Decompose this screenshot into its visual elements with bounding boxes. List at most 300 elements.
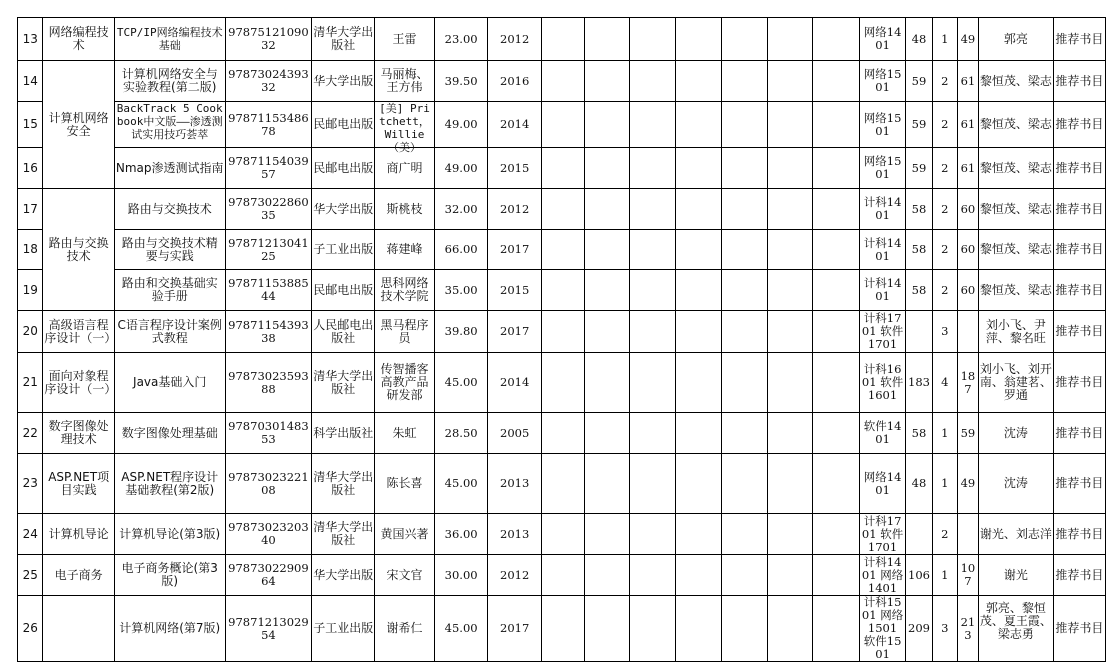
isbn: 9787030148353 (225, 413, 312, 454)
isbn: 9787302320340 (225, 514, 312, 555)
book-title-text: BackTrack 5 Cookbook中文版——渗透测试实用技巧荟萃 (116, 102, 223, 141)
empty-cell (676, 413, 721, 454)
book-title: 电子商务概论(第3版) (114, 555, 225, 596)
publisher: 清华大学出版社 (312, 454, 375, 514)
price: 28.50 (434, 413, 488, 454)
row-number: 18 (18, 230, 43, 270)
row-number: 16 (18, 148, 43, 189)
subscriber: 黎恒茂、梁志 (978, 61, 1053, 102)
total-count: 61 (958, 102, 979, 148)
empty-cell (676, 270, 721, 311)
isbn: 9787302359388 (225, 353, 312, 413)
row-number: 20 (18, 311, 43, 353)
book-title: 计算机网络安全与实验教程(第二版) (114, 61, 225, 102)
student-count: 58 (906, 270, 932, 311)
subscriber: 刘小飞、尹萍、黎名旺 (978, 311, 1053, 353)
teacher-count: 3 (932, 311, 957, 353)
empty-cell (676, 61, 721, 102)
publisher: 民邮电出版 (312, 148, 375, 189)
price: 32.00 (434, 189, 488, 230)
isbn: 9787302286035 (225, 189, 312, 230)
publish-year: 2017 (488, 230, 541, 270)
empty-cell (676, 311, 721, 353)
empty-cell (812, 61, 859, 102)
row-number: 25 (18, 555, 43, 596)
student-count: 59 (906, 102, 932, 148)
empty-cell (768, 413, 813, 454)
status-tag: 推荐书目 (1053, 514, 1105, 555)
empty-cell (541, 311, 585, 353)
class-names: 计科1501 网络1501 软件1501 (859, 596, 906, 662)
row-number: 14 (18, 61, 43, 102)
empty-cell (812, 596, 859, 662)
course-name: 数字图像处理技术 (43, 413, 114, 454)
publish-year: 2012 (488, 189, 541, 230)
row-number: 23 (18, 454, 43, 514)
author: 思科网络技术学院 (375, 270, 434, 311)
author: 蒋建峰 (375, 230, 434, 270)
course-name: 网络编程技术 (43, 18, 114, 61)
table-row (18, 454, 1106, 514)
publish-year: 2014 (488, 102, 541, 148)
empty-cell (721, 454, 767, 514)
book-title: 计算机网络(第7版) (114, 596, 225, 662)
empty-cell (629, 270, 675, 311)
empty-cell (812, 18, 859, 61)
row-number: 22 (18, 413, 43, 454)
course-name: 面向对象程序设计（一） (43, 353, 114, 413)
empty-cell (676, 454, 721, 514)
empty-cell (585, 61, 630, 102)
isbn: 9787115439338 (225, 311, 312, 353)
empty-cell (676, 353, 721, 413)
teacher-count: 1 (932, 454, 957, 514)
total-count: 107 (958, 555, 979, 596)
publisher: 子工业出版 (312, 596, 375, 662)
author: 谢希仁 (375, 596, 434, 662)
empty-cell (585, 230, 630, 270)
empty-cell (768, 18, 813, 61)
empty-cell (768, 555, 813, 596)
status-tag: 推荐书目 (1053, 596, 1105, 662)
price: 23.00 (434, 18, 488, 61)
empty-cell (541, 102, 585, 148)
publisher: 人民邮电出版社 (312, 311, 375, 353)
author (375, 102, 434, 154)
class-names: 网络1501 (859, 102, 906, 148)
teacher-count: 2 (932, 270, 957, 311)
empty-cell (585, 454, 630, 514)
class-names: 软件1401 (859, 413, 906, 454)
empty-cell (768, 311, 813, 353)
subscriber: 郭亮 (978, 18, 1053, 61)
row-number: 21 (18, 353, 43, 413)
book-title (114, 102, 225, 148)
empty-cell (629, 189, 675, 230)
student-count: 58 (906, 189, 932, 230)
course-name: 计算机导论 (43, 514, 114, 555)
teacher-count: 2 (932, 61, 957, 102)
isbn: 9787512109032 (225, 18, 312, 61)
publisher: 子工业出版 (312, 230, 375, 270)
subscriber: 黎恒茂、梁志 (978, 230, 1053, 270)
empty-cell (541, 189, 585, 230)
student-count: 59 (906, 148, 932, 189)
teacher-count: 3 (932, 596, 957, 662)
empty-cell (629, 148, 675, 189)
teacher-count: 2 (932, 148, 957, 189)
empty-cell (629, 514, 675, 555)
empty-cell (629, 353, 675, 413)
empty-cell (676, 18, 721, 61)
isbn: 9787302439332 (225, 61, 312, 102)
empty-cell (721, 596, 767, 662)
empty-cell (676, 230, 721, 270)
empty-cell (812, 454, 859, 514)
status-tag: 推荐书目 (1053, 230, 1105, 270)
empty-cell (812, 148, 859, 189)
student-count: 58 (906, 230, 932, 270)
empty-cell (812, 555, 859, 596)
empty-cell (768, 270, 813, 311)
empty-cell (676, 102, 721, 148)
student-count (906, 311, 932, 353)
subscriber: 刘小飞、刘开南、翁建茗、罗通 (978, 353, 1053, 413)
author: 商广明 (375, 148, 434, 189)
row-number: 19 (18, 270, 43, 311)
class-names: 计科1401 (859, 270, 906, 311)
empty-cell (629, 18, 675, 61)
total-count: 213 (958, 596, 979, 662)
student-count: 183 (906, 353, 932, 413)
table-row (18, 148, 1106, 189)
isbn: 9787302290964 (225, 555, 312, 596)
isbn: 9787115388544 (225, 270, 312, 311)
course-name (43, 596, 114, 662)
total-count: 59 (958, 413, 979, 454)
empty-cell (768, 454, 813, 514)
subscriber: 沈涛 (978, 413, 1053, 454)
student-count: 48 (906, 454, 932, 514)
empty-cell (541, 514, 585, 555)
empty-cell (721, 102, 767, 148)
subscriber: 沈涛 (978, 454, 1053, 514)
author: 陈长喜 (375, 454, 434, 514)
empty-cell (585, 413, 630, 454)
total-count: 49 (958, 18, 979, 61)
table-row (18, 18, 1106, 61)
publisher: 清华大学出版社 (312, 18, 375, 61)
empty-cell (541, 148, 585, 189)
empty-cell (768, 61, 813, 102)
book-title: 路由和交换基础实验手册 (114, 270, 225, 311)
status-tag: 推荐书目 (1053, 454, 1105, 514)
price: 45.00 (434, 353, 488, 413)
table-row (18, 61, 1106, 102)
status-tag: 推荐书目 (1053, 61, 1105, 102)
book-title: C语言程序设计案例式教程 (114, 311, 225, 353)
empty-cell (541, 555, 585, 596)
price: 39.50 (434, 61, 488, 102)
publish-year: 2012 (488, 555, 541, 596)
subscriber: 黎恒茂、梁志 (978, 189, 1053, 230)
class-names: 网络1401 (859, 18, 906, 61)
subscriber-text: 郭亮、黎恒茂、夏王霞、梁志勇 (979, 600, 1052, 641)
status-tag: 推荐书目 (1053, 18, 1105, 61)
author: 宋文官 (375, 555, 434, 596)
author: 马丽梅、王方伟 (375, 61, 434, 102)
teacher-count: 2 (932, 514, 957, 555)
empty-cell (721, 61, 767, 102)
empty-cell (721, 555, 767, 596)
price: 35.00 (434, 270, 488, 311)
subscriber: 谢光、刘志洋 (978, 514, 1053, 555)
empty-cell (585, 514, 630, 555)
teacher-count: 1 (932, 555, 957, 596)
empty-cell (629, 555, 675, 596)
empty-cell (541, 413, 585, 454)
empty-cell (676, 596, 721, 662)
teacher-count: 4 (932, 353, 957, 413)
empty-cell (768, 148, 813, 189)
author-text: [美] Pritchett，Willie（美） (379, 102, 430, 154)
row-number: 15 (18, 102, 43, 148)
status-tag: 推荐书目 (1053, 148, 1105, 189)
empty-cell (629, 230, 675, 270)
total-count (958, 311, 979, 353)
empty-cell (676, 148, 721, 189)
empty-cell (812, 189, 859, 230)
course-name: 电子商务 (43, 555, 114, 596)
price: 49.00 (434, 148, 488, 189)
total-count: 187 (958, 353, 979, 413)
publisher: 清华大学出版社 (312, 514, 375, 555)
empty-cell (629, 311, 675, 353)
publish-year: 2015 (488, 148, 541, 189)
book-title: ASP.NET程序设计基础教程(第2版) (114, 454, 225, 514)
teacher-count: 2 (932, 230, 957, 270)
class-names: 计科1401 (859, 189, 906, 230)
empty-cell (585, 270, 630, 311)
student-count: 59 (906, 61, 932, 102)
row-number: 26 (18, 596, 43, 662)
publish-year: 2013 (488, 454, 541, 514)
empty-cell (541, 18, 585, 61)
publisher: 华大学出版 (312, 61, 375, 102)
table-row (18, 596, 1106, 662)
empty-cell (629, 454, 675, 514)
empty-cell (768, 514, 813, 555)
empty-cell (812, 413, 859, 454)
empty-cell (768, 596, 813, 662)
status-tag: 推荐书目 (1053, 413, 1105, 454)
row-number: 17 (18, 189, 43, 230)
empty-cell (629, 61, 675, 102)
total-count: 60 (958, 270, 979, 311)
publish-year: 2013 (488, 514, 541, 555)
table-row (18, 311, 1106, 353)
class-names: 网络1501 (859, 61, 906, 102)
isbn: 9787121302954 (225, 596, 312, 662)
class-names: 计科1701 软件1701 (859, 311, 906, 353)
student-count: 48 (906, 18, 932, 61)
table-row (18, 230, 1106, 270)
status-tag: 推荐书目 (1053, 353, 1105, 413)
total-count: 60 (958, 189, 979, 230)
price: 45.00 (434, 596, 488, 662)
isbn: 9787115403957 (225, 148, 312, 189)
author: 王雷 (375, 18, 434, 61)
empty-cell (768, 102, 813, 148)
publish-year: 2012 (488, 18, 541, 61)
empty-cell (585, 18, 630, 61)
empty-cell (768, 353, 813, 413)
empty-cell (768, 230, 813, 270)
empty-cell (721, 230, 767, 270)
row-number: 24 (18, 514, 43, 555)
empty-cell (585, 596, 630, 662)
table-row (18, 514, 1106, 555)
empty-cell (541, 353, 585, 413)
empty-cell (812, 311, 859, 353)
isbn: 9787121304125 (225, 230, 312, 270)
table-row (18, 189, 1106, 230)
isbn: 9787115348678 (225, 102, 312, 148)
price: 36.00 (434, 514, 488, 555)
empty-cell (812, 514, 859, 555)
course-name: 高级语言程序设计（一） (43, 311, 114, 353)
publish-year: 2017 (488, 311, 541, 353)
empty-cell (585, 353, 630, 413)
price: 30.00 (434, 555, 488, 596)
empty-cell (585, 311, 630, 353)
publish-year: 2017 (488, 596, 541, 662)
empty-cell (541, 61, 585, 102)
student-count (906, 514, 932, 555)
empty-cell (721, 413, 767, 454)
subscriber (978, 596, 1053, 662)
publisher: 民邮电出版 (312, 102, 375, 148)
price: 39.80 (434, 311, 488, 353)
student-count: 209 (906, 596, 932, 662)
status-tag: 推荐书目 (1053, 102, 1105, 148)
price: 66.00 (434, 230, 488, 270)
course-name: 路由与交换技术 (43, 189, 114, 311)
empty-cell (585, 189, 630, 230)
isbn: 9787302322108 (225, 454, 312, 514)
book-title: TCP/IP网络编程技术基础 (114, 18, 225, 61)
class-names: 计科1401 网络1401 (859, 555, 906, 596)
publish-year: 2016 (488, 61, 541, 102)
table-row (18, 353, 1106, 413)
class-names: 计科1601 软件1601 (859, 353, 906, 413)
total-count (958, 514, 979, 555)
empty-cell (629, 102, 675, 148)
book-title: 路由与交换技术精要与实践 (114, 230, 225, 270)
empty-cell (721, 353, 767, 413)
book-title: Nmap渗透测试指南 (114, 148, 225, 189)
publisher: 清华大学出版社 (312, 353, 375, 413)
empty-cell (812, 230, 859, 270)
total-count: 61 (958, 148, 979, 189)
teacher-count: 1 (932, 413, 957, 454)
table-row (18, 270, 1106, 311)
publish-year: 2005 (488, 413, 541, 454)
author: 黑马程序员 (375, 311, 434, 353)
teacher-count: 2 (932, 189, 957, 230)
publisher: 华大学出版 (312, 555, 375, 596)
book-title: 数字图像处理基础 (114, 413, 225, 454)
subscriber: 谢光 (978, 555, 1053, 596)
empty-cell (585, 555, 630, 596)
empty-cell (629, 596, 675, 662)
table-row (18, 555, 1106, 596)
class-names: 计科1701 软件1701 (859, 514, 906, 555)
empty-cell (676, 555, 721, 596)
course-name: ASP.NET项目实践 (43, 454, 114, 514)
empty-cell (721, 270, 767, 311)
empty-cell (812, 353, 859, 413)
empty-cell (541, 230, 585, 270)
publisher: 华大学出版 (312, 189, 375, 230)
empty-cell (721, 189, 767, 230)
empty-cell (768, 189, 813, 230)
subscriber: 黎恒茂、梁志 (978, 270, 1053, 311)
empty-cell (541, 596, 585, 662)
total-count: 61 (958, 61, 979, 102)
status-tag: 推荐书目 (1053, 270, 1105, 311)
empty-cell (812, 270, 859, 311)
publisher: 科学出版社 (312, 413, 375, 454)
row-number: 13 (18, 18, 43, 61)
textbook-table (17, 17, 1106, 662)
empty-cell (585, 148, 630, 189)
book-title: 路由与交换技术 (114, 189, 225, 230)
course-name: 计算机网络安全 (43, 61, 114, 189)
student-count: 106 (906, 555, 932, 596)
status-tag: 推荐书目 (1053, 189, 1105, 230)
empty-cell (676, 189, 721, 230)
total-count: 60 (958, 230, 979, 270)
class-names: 计科1401 (859, 230, 906, 270)
price: 45.00 (434, 454, 488, 514)
author: 斯桃枝 (375, 189, 434, 230)
book-title: 计算机导论(第3版) (114, 514, 225, 555)
class-names: 网络1401 (859, 454, 906, 514)
empty-cell (541, 270, 585, 311)
author: 传智播客高教产品研发部 (375, 353, 434, 413)
author: 黄国兴著 (375, 514, 434, 555)
table-row (18, 413, 1106, 454)
empty-cell (676, 514, 721, 555)
subscriber: 黎恒茂、梁志 (978, 148, 1053, 189)
empty-cell (721, 18, 767, 61)
empty-cell (585, 102, 630, 148)
subscriber: 黎恒茂、梁志 (978, 102, 1053, 148)
publish-year: 2015 (488, 270, 541, 311)
price: 49.00 (434, 102, 488, 148)
table-row (18, 102, 1106, 148)
student-count: 58 (906, 413, 932, 454)
empty-cell (541, 454, 585, 514)
publisher: 民邮电出版 (312, 270, 375, 311)
book-title: Java基础入门 (114, 353, 225, 413)
empty-cell (721, 311, 767, 353)
class-names: 网络1501 (859, 148, 906, 189)
empty-cell (629, 413, 675, 454)
empty-cell (812, 102, 859, 148)
teacher-count: 2 (932, 102, 957, 148)
